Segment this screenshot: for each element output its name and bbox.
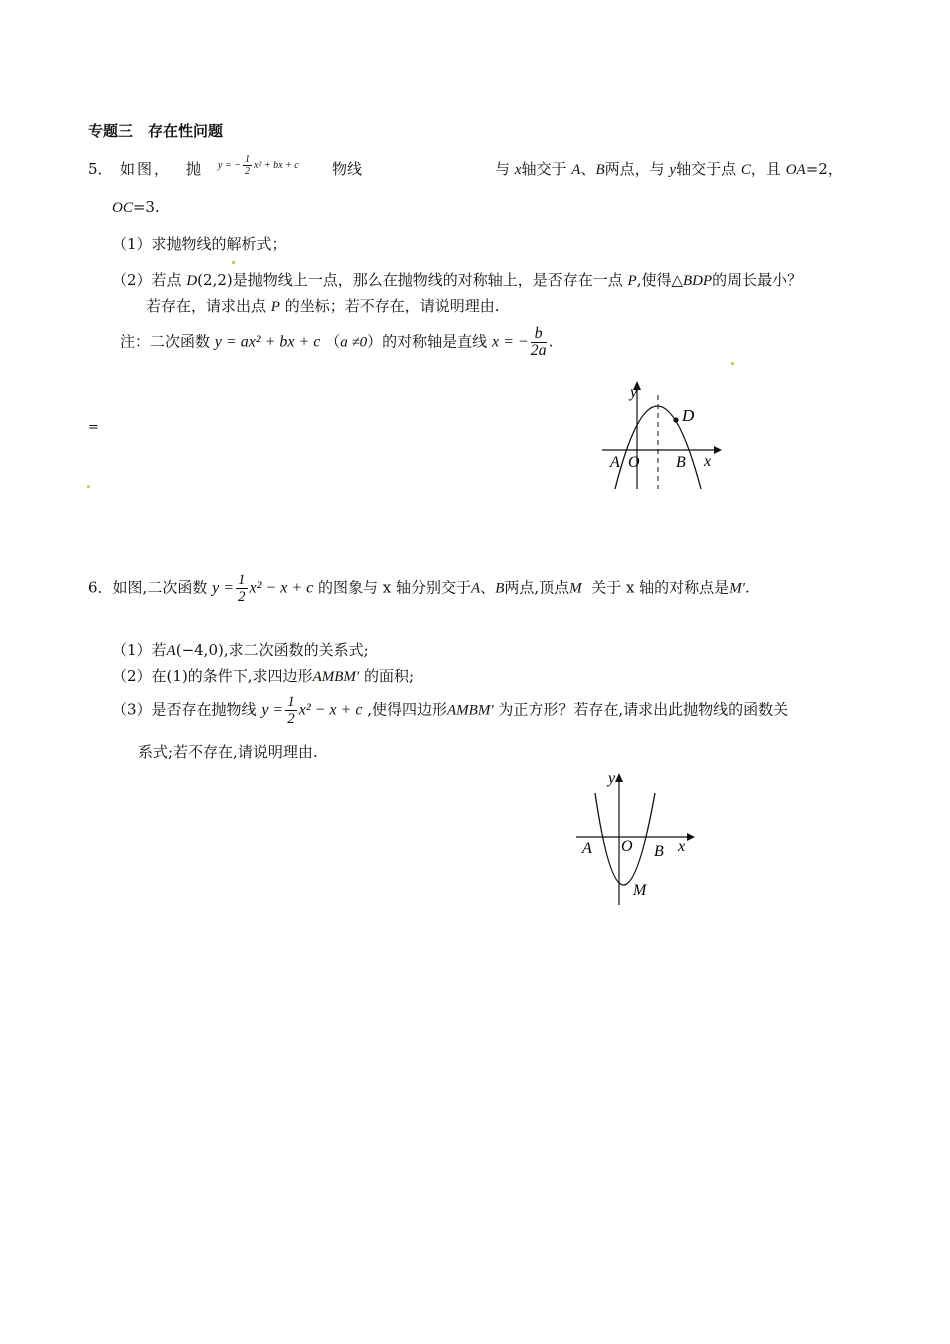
graph-label-d: D [682, 406, 695, 425]
graph-label-y: y [630, 384, 638, 401]
problem-6-question-3-cont: 系式;若不存在,请说明理由. [138, 743, 318, 761]
graph-label-x: x [704, 453, 712, 470]
stray-equals-mark: = [88, 420, 99, 435]
point-d [673, 417, 678, 422]
graph-label-y: y [608, 770, 616, 787]
graph-label-b: B [654, 843, 664, 860]
problem-6-question-1: （1）若A(−4,0),求二次函数的关系式; [112, 641, 369, 659]
problem-5-text-pao: 抛 [186, 160, 202, 178]
problem-5-intro: 如图， [120, 160, 172, 178]
problem-6-line1: 6．如图,二次函数 y = $\frac{1}{2}$ x² − x + c 的图象与 x 轴分别交于A、B两点,顶点M 关于 x 轴的对称点是M′. [88, 572, 750, 605]
graph-label-a: A [610, 454, 620, 471]
section-heading: 专题三 存在性问题 [88, 122, 224, 140]
graph-label-o: O [628, 454, 640, 471]
problem-5-number: 5． [88, 160, 113, 178]
problem-6-question-2: （2）在(1)的条件下,求四边形AMBM′ 的面积; [112, 667, 415, 685]
problem-5-line1: 与 x轴交于 A、B两点，与 y轴交于点 C，且 OA=2， [495, 160, 843, 178]
x-axis-arrow [714, 446, 722, 454]
graph-label-x: x [678, 838, 686, 855]
problem-5-question-2: （2）若点 D(2,2)是抛物线上一点，那么在抛物线的对称轴上，是否存在一点 P,使得△BDP的周长最小？ [112, 271, 803, 289]
problem-5-formula: y = − $\frac{1}{2}$ x² + bx + c [218, 154, 299, 177]
problem-5-graph [590, 375, 730, 495]
problem-5-text-wuxian: 物线 [332, 160, 363, 178]
stray-dot [87, 485, 90, 488]
graph-label-a: A [582, 840, 592, 857]
graph-label-o: O [621, 838, 633, 855]
problem-5-question-1: （1）求抛物线的解析式； [112, 235, 287, 253]
problem-6-question-3: （3）是否存在抛物线 y = $\frac{1}{2}$ x² − x + c ,使得四边形AMBM′ 为正方形？若存在,请求出此抛物线的函数关 [112, 694, 789, 727]
stray-dot [232, 261, 235, 264]
problem-6-graph [570, 765, 705, 910]
x-axis-arrow [687, 833, 695, 841]
problem-5-question-2-cont: 若存在，请求出点 P 的坐标；若不存在，请说明理由. [146, 297, 500, 315]
stray-dot [731, 362, 734, 365]
graph-label-b: B [676, 454, 686, 471]
graph-label-m: M [633, 882, 647, 899]
y-axis-arrow [615, 773, 623, 782]
problem-5-line2: OC=3. [112, 198, 160, 216]
problem-5-note: 注：二次函数 y = ax² + bx + c （a ≠0）的对称轴是直线 x = − $\frac{b}{2a}$ . [120, 325, 554, 359]
